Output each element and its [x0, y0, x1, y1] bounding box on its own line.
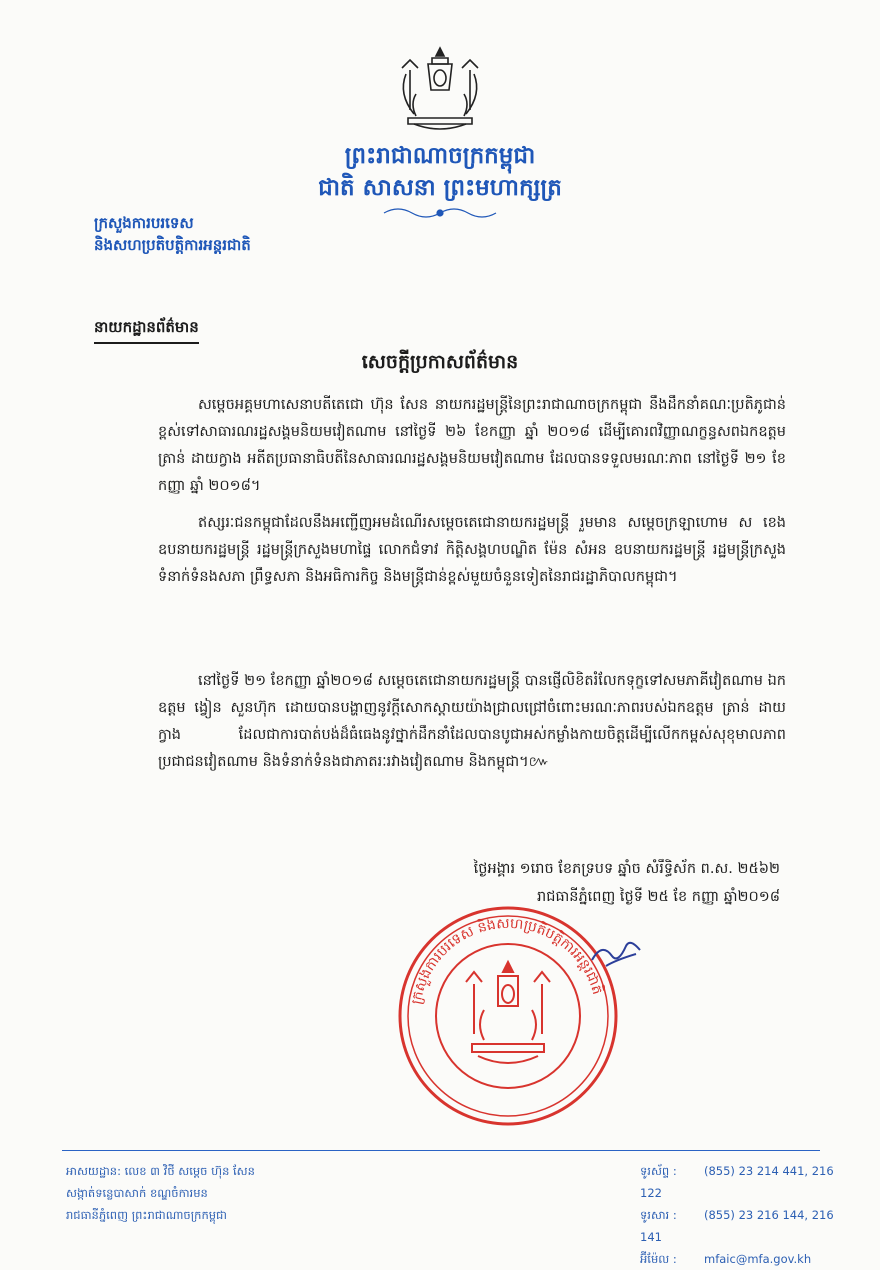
national-motto: ជាតិ សាសនា ព្រះមហាក្សត្រ: [318, 174, 562, 201]
royal-coat-of-arms-emblem: [388, 44, 492, 134]
paragraph-1: [158, 392, 786, 500]
paragraph-3: [158, 668, 786, 776]
kingdom-header: [240, 140, 640, 204]
ornament-divider: [380, 206, 500, 220]
address-line-1: អាសយដ្ឋាន: លេខ ៣ វិថី សម្តេច ហ៊ុន សែន: [66, 1164, 255, 1178]
ministry-name: [94, 212, 334, 256]
kingdom-name: ព្រះរាជាណាចក្រកម្ពុជា: [344, 142, 536, 169]
document-title: សេចក្តីប្រកាសព័ត៌មាន: [361, 351, 519, 373]
ministry-line-1: ក្រសួងការបរទេស: [94, 214, 194, 232]
email-row: [640, 1248, 840, 1270]
phone-number: (855) 23 214 441, 216 122: [640, 1164, 834, 1200]
signature: [586, 936, 646, 976]
phone-label: ទូរស័ព្ទ :: [640, 1164, 677, 1178]
paragraph-3-text: នៅថ្ងៃទី ២១ ខែកញ្ញា ឆ្នាំ២០១៨ សម្តេចតេជោនាយករដ្ឋមន្ត្រី បានផ្ញើលិខិតរំលែកទុក្ខទៅសមភាគីវៀតណាម ឯកឧត្តម ង្វៀន សួនហ៊ុក ដោយបានបង្ហាញនូវក្តីសោកស្តាយយ៉ាងជ្រាលជ្រៅចំពោះមរណៈភាពរបស់ឯកឧត្តម ត្រាន់ ដាយក្វាង ដែលជាការបាត់បង់ដ៏ធំធេងនូវថ្នាក់ដឹកនាំដែលបានបូជាអស់កម្លាំងកាយចិត្តដើម្បីលើកកម្ពស់សុខុមាលភាពប្រជាជនវៀតណាម និងទំនាក់ទំនងជាភាតរៈរវាងវៀតណាម និងកម្ពុជា។៚: [158, 673, 786, 770]
lunar-date: ថ្ងៃអង្គារ ១រោច ខែភទ្របទ ឆ្នាំច សំរឹទ្ធិស័ក ព.ស. ២៥៦២: [473, 861, 780, 877]
footer-address: [66, 1160, 406, 1226]
ministry-line-2: និងសហប្រតិបត្តិការអន្តរជាតិ: [94, 236, 251, 254]
paragraph-1-text: សម្តេចអគ្គមហាសេនាបតីតេជោ ហ៊ុន សែន នាយករដ្ឋមន្ត្រីនៃព្រះរាជាណាចក្រកម្ពុជា នឹងដឹកនាំគណៈប្រតិភូជាន់ខ្ពស់ទៅសាធារណរដ្ឋសង្គមនិយមវៀតណាម នៅថ្ងៃទី ២៦ ខែកញ្ញា ឆ្នាំ ២០១៨ ដើម្បីគោរពវិញ្ញាណក្ខន្ធសពឯកឧត្តម ត្រាន់ ដាយក្វាង អតីតប្រធានាធិបតីនៃសាធារណរដ្ឋសង្គមនិយមវៀតណាម ដែលបានទទួលមរណៈភាព នៅថ្ងៃទី ២១ ខែ កញ្ញា ឆ្នាំ ២០១៨។: [158, 397, 786, 494]
footer-divider: [62, 1150, 820, 1151]
address-line-3: រាជធានីភ្នំពេញ ព្រះរាជាណាចក្រកម្ពុជា: [66, 1208, 227, 1222]
solar-date: រាជធានីភ្នំពេញ ថ្ងៃទី ២៥ ខែ កញ្ញា ឆ្នាំ២០១៨: [537, 889, 780, 905]
department-name: នាយកដ្ឋានព័ត៌មាន: [94, 318, 199, 344]
address-line-2: សង្កាត់ទន្លេបាសាក់ ខណ្ឌចំការមន: [66, 1186, 208, 1200]
fax-number: (855) 23 216 144, 216 141: [640, 1208, 834, 1244]
official-seal-stamp: [392, 900, 624, 1132]
paragraph-2: [158, 510, 786, 591]
email-address: mfaic@mfa.gov.kh: [704, 1252, 812, 1266]
seal-ring-text: ក្រសួងការបរទេស និងសហប្រតិបត្តិការអន្តរជាតិ: [408, 915, 606, 1006]
paragraph-2-text: ឥស្សរៈជនកម្ពុជាដែលនឹងអញ្ជើញអមដំណើរសម្តេចតេជោនាយករដ្ឋមន្ត្រី រួមមាន សម្តេចក្រឡាហោម ស ខេង ឧបនាយករដ្ឋមន្ត្រី រដ្ឋមន្ត្រីក្រសួងមហាផ្ទៃ លោកជំទាវ កិត្តិសង្គហបណ្ឌិត ម៉ែន សំអន ឧបនាយករដ្ឋមន្ត្រី រដ្ឋមន្ត្រីក្រសួងទំនាក់ទំនងសភា ព្រឹទ្ធសភា និងអធិការកិច្ច និងមន្ត្រីជាន់ខ្ពស់មួយចំនួនទៀតនៃរាជរដ្ឋាភិបាលកម្ពុជា។: [158, 515, 786, 585]
fax-label: ទូរសារ :: [640, 1208, 677, 1222]
email-label: អ៊ីម៉ែល :: [640, 1252, 677, 1266]
fax-row: [640, 1204, 840, 1248]
footer-contact: [640, 1160, 840, 1270]
phone-row: [640, 1160, 840, 1204]
